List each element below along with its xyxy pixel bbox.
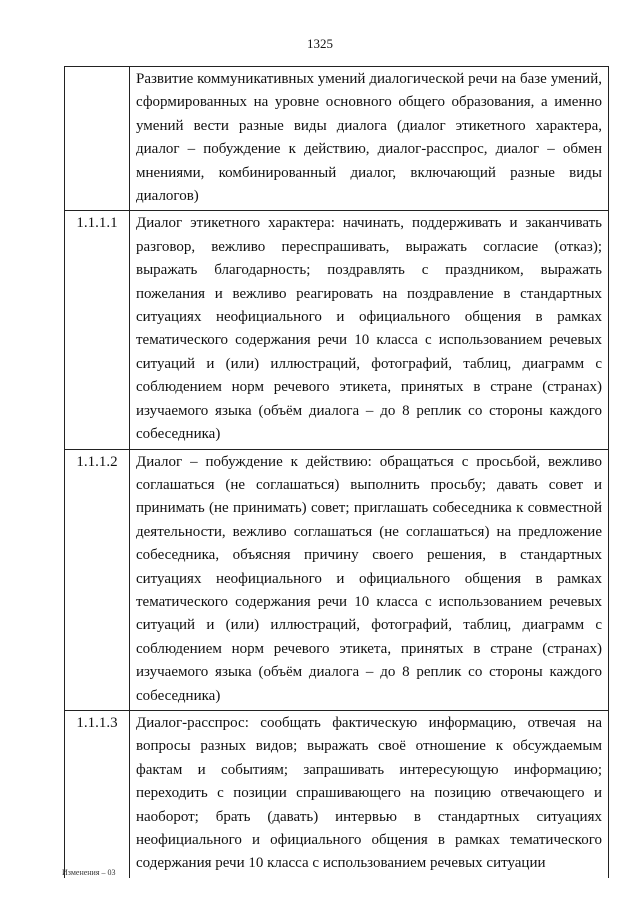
item-text: Развитие коммуникативных умений диалогической речи на базе умений, сформированных на уровне основного общего образования, а именно умений вести разные виды диалога (диалог этикетного характера, диалог – побуждение к действию, диалог-расспрос, диалог – обмен мнениями, комбинированный диалог, включающий разные виды диалогов): [130, 67, 609, 211]
page-number: 1325: [307, 36, 333, 51]
table-row: [65, 67, 609, 211]
table-row: [65, 449, 609, 710]
page-footer: Изменения – 03: [62, 868, 116, 877]
item-number: 1.1.1.3: [65, 710, 130, 877]
item-number: 1.1.1.2: [65, 449, 130, 710]
item-number: [65, 67, 130, 211]
item-text: Диалог-расспрос: сообщать фактическую информацию, отвечая на вопросы разных видов; выражать своё отношение к обсуждаемым фактам и событиям; запрашивать интересующую информацию; переходить с позиции спрашивающего на позицию отвечающего и наоборот; брать (давать) интервью в стандартных ситуациях неофициального и официального общения в рамках тематического содержания речи 10 класса с использованием речевых ситуации: [130, 710, 609, 877]
item-text: Диалог этикетного характера: начинать, поддерживать и заканчивать разговор, вежливо переспрашивать, выражать согласие (отказ); выражать благодарность; поздравлять с праздником, выражать пожелания и вежливо реагировать на поздравление в стандартных ситуациях неофициального и официального общения в рамках тематического содержания речи 10 класса с использованием речевых ситуаций и (или) иллюстраций, фотографий, таблиц, диаграмм с соблюдением норм речевого этикета, принятых в стране (странах) изучаемого языка (объём диалога – до 8 реплик со стороны каждого собеседника): [130, 211, 609, 449]
item-text: Диалог – побуждение к действию: обращаться с просьбой, вежливо соглашаться (не соглашаться) выполнить просьбу; давать совет и принимать (не принимать) совет; приглашать собеседника к совместной деятельности, вежливо соглашаться (не соглашаться) на предложение собеседника, объясняя причину своего решения, в стандартных ситуациях неофициального и официального общения в рамках тематического содержания речи 10 класса с использованием речевых ситуаций и (или) иллюстраций, фотографий, таблиц, диаграмм с соблюдением норм речевого этикета, принятых в стране (странах) изучаемого языка (объём диалога – до 8 реплик со стороны каждого собеседника): [130, 449, 609, 710]
table-row: [65, 211, 609, 449]
item-number: 1.1.1.1: [65, 211, 130, 449]
table-row: [65, 710, 609, 877]
content-table: [64, 66, 609, 878]
